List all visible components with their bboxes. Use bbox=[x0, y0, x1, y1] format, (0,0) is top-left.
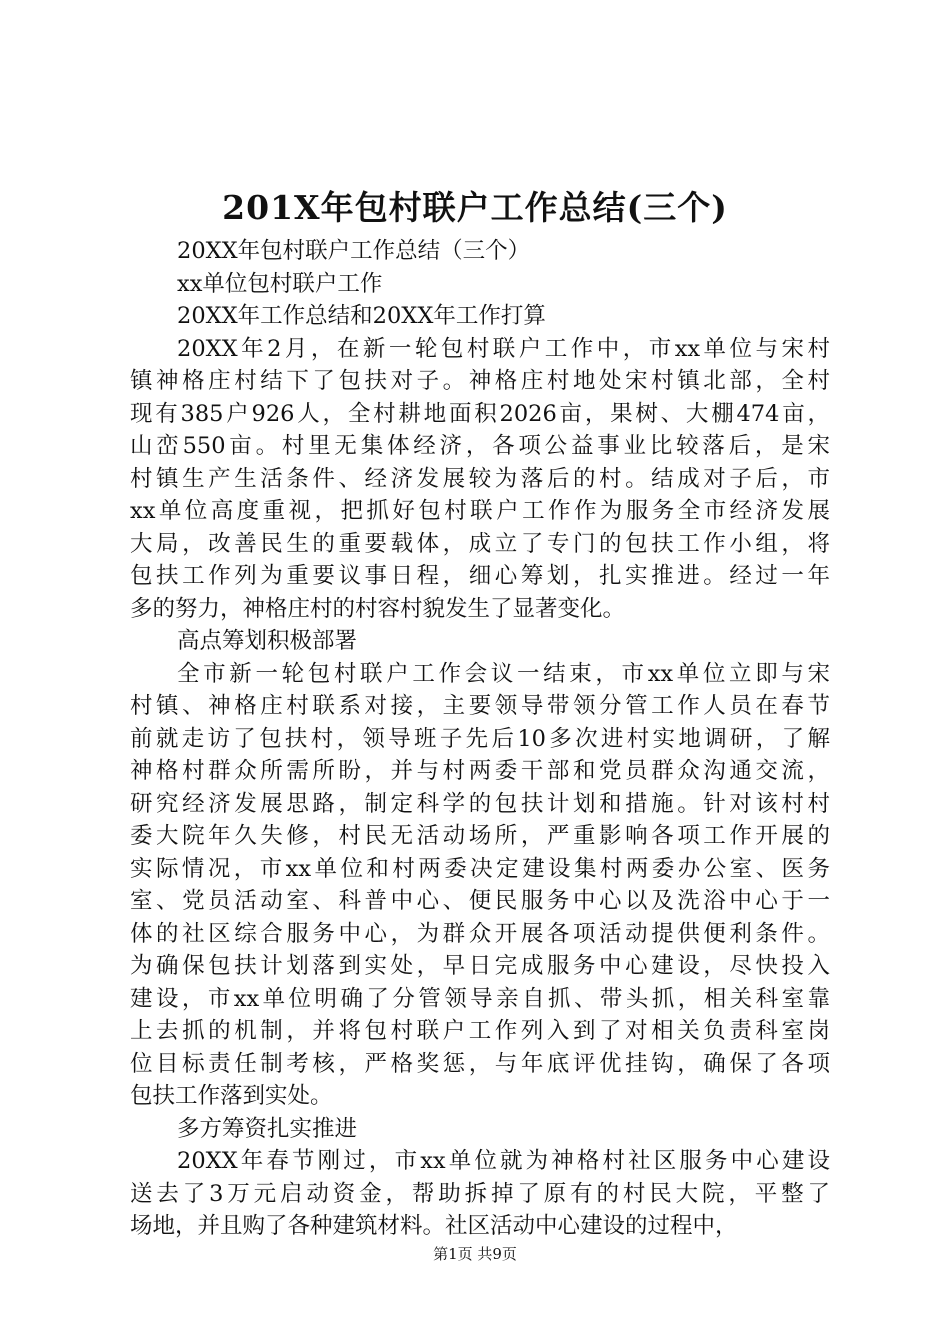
text-line: 前就走访了包扶村，领导班子先后10多次进村实地调研，了解 bbox=[130, 725, 830, 752]
text-line: 室、党员活动室、科普中心、便民服务中心以及洗浴中心于一 bbox=[130, 888, 830, 914]
text-line: xx单位高度重视，把抓好包村联户工作作为服务全市经济发展 bbox=[130, 498, 830, 524]
text-line: 20XX年工作总结和20XX年工作打算 bbox=[177, 303, 546, 329]
text-line: 20XX年春节刚过，市xx单位就为神格村社区服务中心建设 bbox=[177, 1148, 830, 1174]
text-line: 位目标责任制考核，严格奖惩，与年底评优挂钩，确保了各项 bbox=[130, 1050, 830, 1077]
text-line: 现有385户926人，全村耕地面积2026亩，果树、大棚474亩， bbox=[130, 400, 830, 427]
text-line: 镇神格庄村结下了包扶对子。神格庄村地处宋村镇北部，全村 bbox=[130, 368, 830, 394]
text-line: 场地，并且购了各种建筑材料。社区活动中心建设的过程中， bbox=[130, 1213, 738, 1239]
text-line: 研究经济发展思路，制定科学的包扶计划和措施。针对该村村 bbox=[130, 790, 830, 817]
text-line: 山峦550亩。村里无集体经济，各项公益事业比较落后，是宋 bbox=[130, 433, 830, 459]
text-line: 村镇、神格庄村联系对接，主要领导带领分管工作人员在春节 bbox=[130, 693, 830, 719]
text-line: 上去抓的机制，并将包村联户工作列入到了对相关负责科室岗 bbox=[130, 1018, 830, 1044]
text-line: 神格村群众所需所盼，并与村两委干部和党员群众沟通交流， bbox=[130, 758, 830, 784]
text-line: 村镇生产生活条件、经济发展较为落后的村。结成对子后，市 bbox=[130, 465, 830, 492]
document-title: 201X年包村联户工作总结(三个) bbox=[222, 188, 728, 227]
document-body bbox=[130, 235, 830, 1243]
text-line: 委大院年久失修，村民无活动场所，严重影响各项工作开展的 bbox=[130, 823, 830, 849]
text-line: 体的社区综合服务中心，为群众开展各项活动提供便利条件。 bbox=[130, 920, 830, 947]
text-line: 包扶工作列为重要议事日程，细心筹划，扎实推进。经过一年 bbox=[130, 563, 830, 589]
text-line: 全市新一轮包村联户工作会议一结束，市xx单位立即与宋 bbox=[177, 660, 830, 687]
text-line: 20XX年2月，在新一轮包村联户工作中，市xx单位与宋村 bbox=[177, 335, 830, 362]
text-line: 包扶工作落到实处。 bbox=[130, 1083, 333, 1109]
text-line: 送去了3万元启动资金，帮助拆掉了原有的村民大院，平整了 bbox=[130, 1180, 830, 1207]
page-footer: 第1页 共9页 bbox=[433, 1245, 517, 1263]
text-line: 实际情况，市xx单位和村两委决定建设集村两委办公室、医务 bbox=[130, 855, 830, 882]
text-line: 20XX年包村联户工作总结（三个） bbox=[177, 238, 531, 264]
text-line: 多的努力，神格庄村的村容村貌发生了显著变化。 bbox=[130, 595, 626, 622]
text-line: 为确保包扶计划落到实处，早日完成服务中心建设，尽快投入 bbox=[130, 953, 830, 979]
text-line: 高点筹划积极部署 bbox=[177, 628, 358, 654]
text-line: 大局，改善民生的重要载体，成立了专门的包扶工作小组，将 bbox=[130, 530, 830, 557]
text-line: 建设，市xx单位明确了分管领导亲自抓、带头抓，相关科室靠 bbox=[130, 985, 830, 1012]
text-line: 多方筹资扎实推进 bbox=[177, 1115, 358, 1142]
text-line: xx单位包村联户工作 bbox=[177, 270, 383, 297]
